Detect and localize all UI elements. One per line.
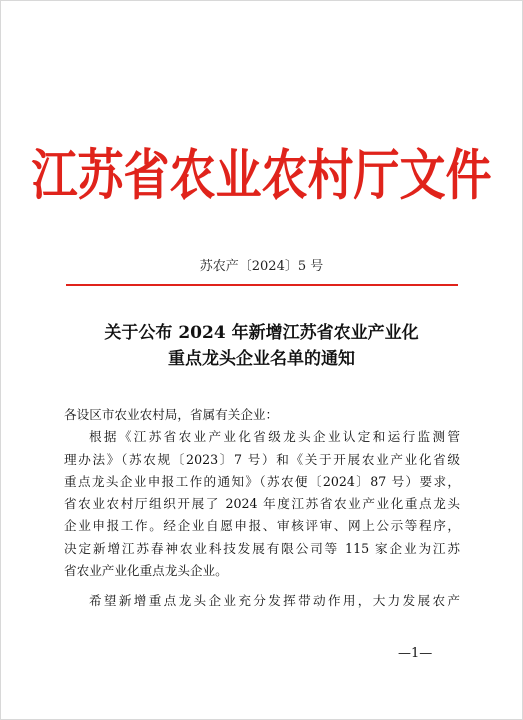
body-line: 决定新增江苏春神农业科技发展有限公司等 115 家企业为江苏 (64, 540, 460, 556)
notice-body (64, 404, 460, 613)
salutation: 各设区市农业农村局，省属有关企业： (64, 407, 279, 422)
body-line: 理办法》（苏农规〔2023〕7 号）和《关于开展农业产业化省级 (64, 451, 460, 467)
document-number: 苏农产〔2024〕5 号 (199, 259, 324, 274)
page-number: —1— (398, 646, 433, 661)
notice-title (0, 320, 523, 372)
body-line: 省农业农村厅组织开展了 2024 年度江苏省农业产业化重点龙头 (64, 496, 460, 512)
paragraph-gap (64, 582, 460, 590)
notice-title-line-2: 重点龙头企业名单的通知 (168, 349, 355, 369)
body-line: 企业申报工作。经企业自愿申报、审核评审、网上公示等程序， (64, 518, 460, 534)
body-line: 希望新增重点龙头企业充分发挥带动作用，大力发展农产 (89, 593, 460, 609)
body-line: 重点龙头企业申报工作的通知》（苏农便〔2024〕87 号）要求， (64, 473, 460, 489)
red-separator-line (66, 284, 458, 286)
document-header-title: 江苏省农业农村厅文件 (31, 143, 492, 207)
body-line: 根据《江苏省农业产业化省级龙头企业认定和运行监测管 (89, 429, 460, 445)
notice-title-line-1: 关于公布 2024 年新增江苏省农业产业化 (104, 323, 419, 343)
body-line: 省农业产业化重点龙头企业。 (64, 563, 228, 579)
